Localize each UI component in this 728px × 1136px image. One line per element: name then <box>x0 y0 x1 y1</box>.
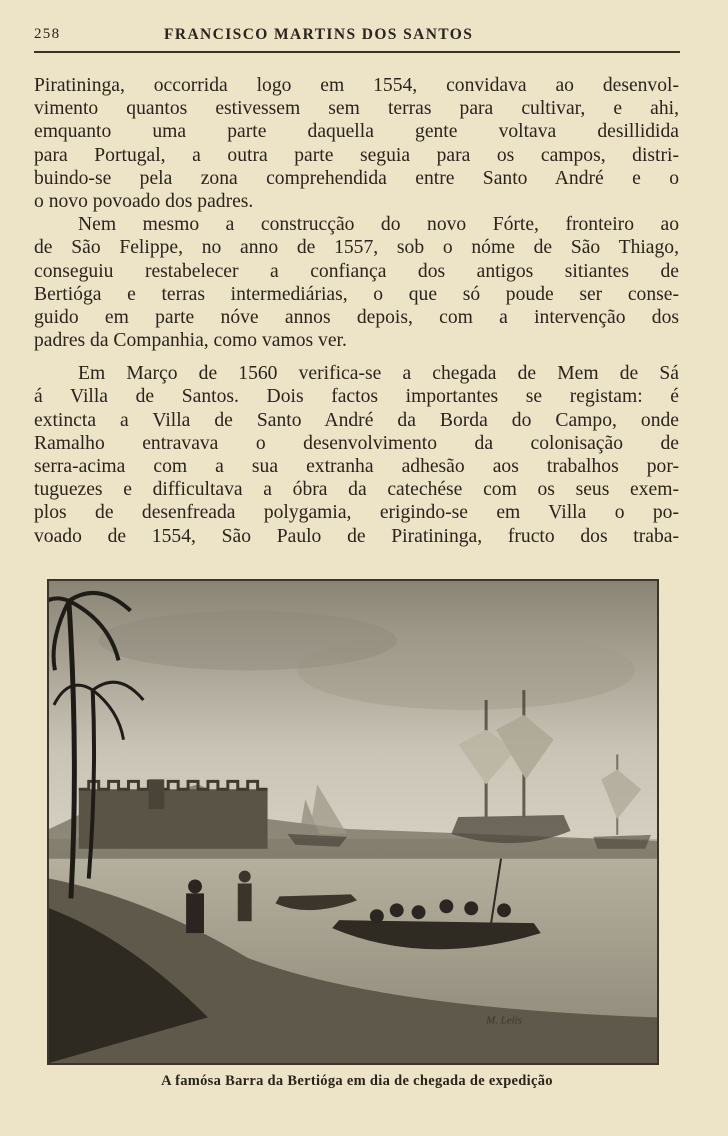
paragraph-1 <box>34 74 679 213</box>
text-line: o novo povoado dos padres. <box>34 190 254 212</box>
artist-signature: M. Lelis <box>486 1014 522 1027</box>
text-line: Nem mesmo a construcção do novo Fórte, fronteiro ao <box>78 214 679 236</box>
text-line: vimento quantos estivessem sem terras para cultivar, e ahi, <box>34 98 679 120</box>
paragraph-2 <box>34 213 679 352</box>
text-line: buindo-se pela zona comprehendida entre Santo André e o <box>34 167 679 189</box>
page-header <box>34 24 680 48</box>
text-line: Piratininga, occorrida logo em 1554, convidava ao desenvol- <box>34 75 679 96</box>
cloud <box>99 611 397 671</box>
text-line: voado de 1554, São Paulo de Piratininga, fructo dos traba- <box>34 525 679 547</box>
text-line: serra-acima com a sua extranha adhesão aos trabalhos por- <box>34 456 679 477</box>
text-line: á Villa de Santos. Dois factos importantes se registam: é <box>34 386 679 408</box>
text-line: de São Felippe, no anno de 1557, sob o nóme de São Thiago, <box>34 237 679 259</box>
illustration-bertioga-harbor <box>47 579 659 1065</box>
text-line: padres da Companhia, como vamos ver. <box>34 330 347 352</box>
figure-caption: A famósa Barra da Bertióga em dia de chegada de expedição <box>161 1073 553 1089</box>
text-line: extincta a Villa de Santo André da Borda do Campo, onde <box>34 409 679 431</box>
text-line: guido em parte nóve annos depois, com a intervenção dos <box>34 306 679 328</box>
paragraph-3 <box>34 362 679 548</box>
header-rule <box>34 51 680 53</box>
text-line: tuguezes e difficultava a óbra da catechése com os seus exem- <box>34 479 679 501</box>
paragraph-gap <box>34 352 679 362</box>
text-line: plos de desenfreada polygamia, erigindo-se em Villa o po- <box>34 502 679 524</box>
text-line: emquanto uma parte daquella gente voltava desillidida <box>34 121 679 143</box>
text-line: para Portugal, a outra parte seguia para os campos, distri- <box>34 144 679 166</box>
page-number: 258 <box>34 26 61 42</box>
text-line: conseguiu restabelecer a confiança dos antigos sitiantes de <box>34 260 679 282</box>
running-head: FRANCISCO MARTINS DOS SANTOS <box>164 26 474 43</box>
fort <box>79 779 268 848</box>
body-text <box>34 74 679 548</box>
text-line: Em Março de 1560 verifica-se a chegada de Mem de Sá <box>78 363 679 385</box>
text-line: Ramalho entravava o desenvolvimento da colonisação de <box>34 432 679 454</box>
engraving <box>49 581 657 1063</box>
text-line: Bertióga e terras intermediárias, o que só poude ser conse- <box>34 283 679 305</box>
